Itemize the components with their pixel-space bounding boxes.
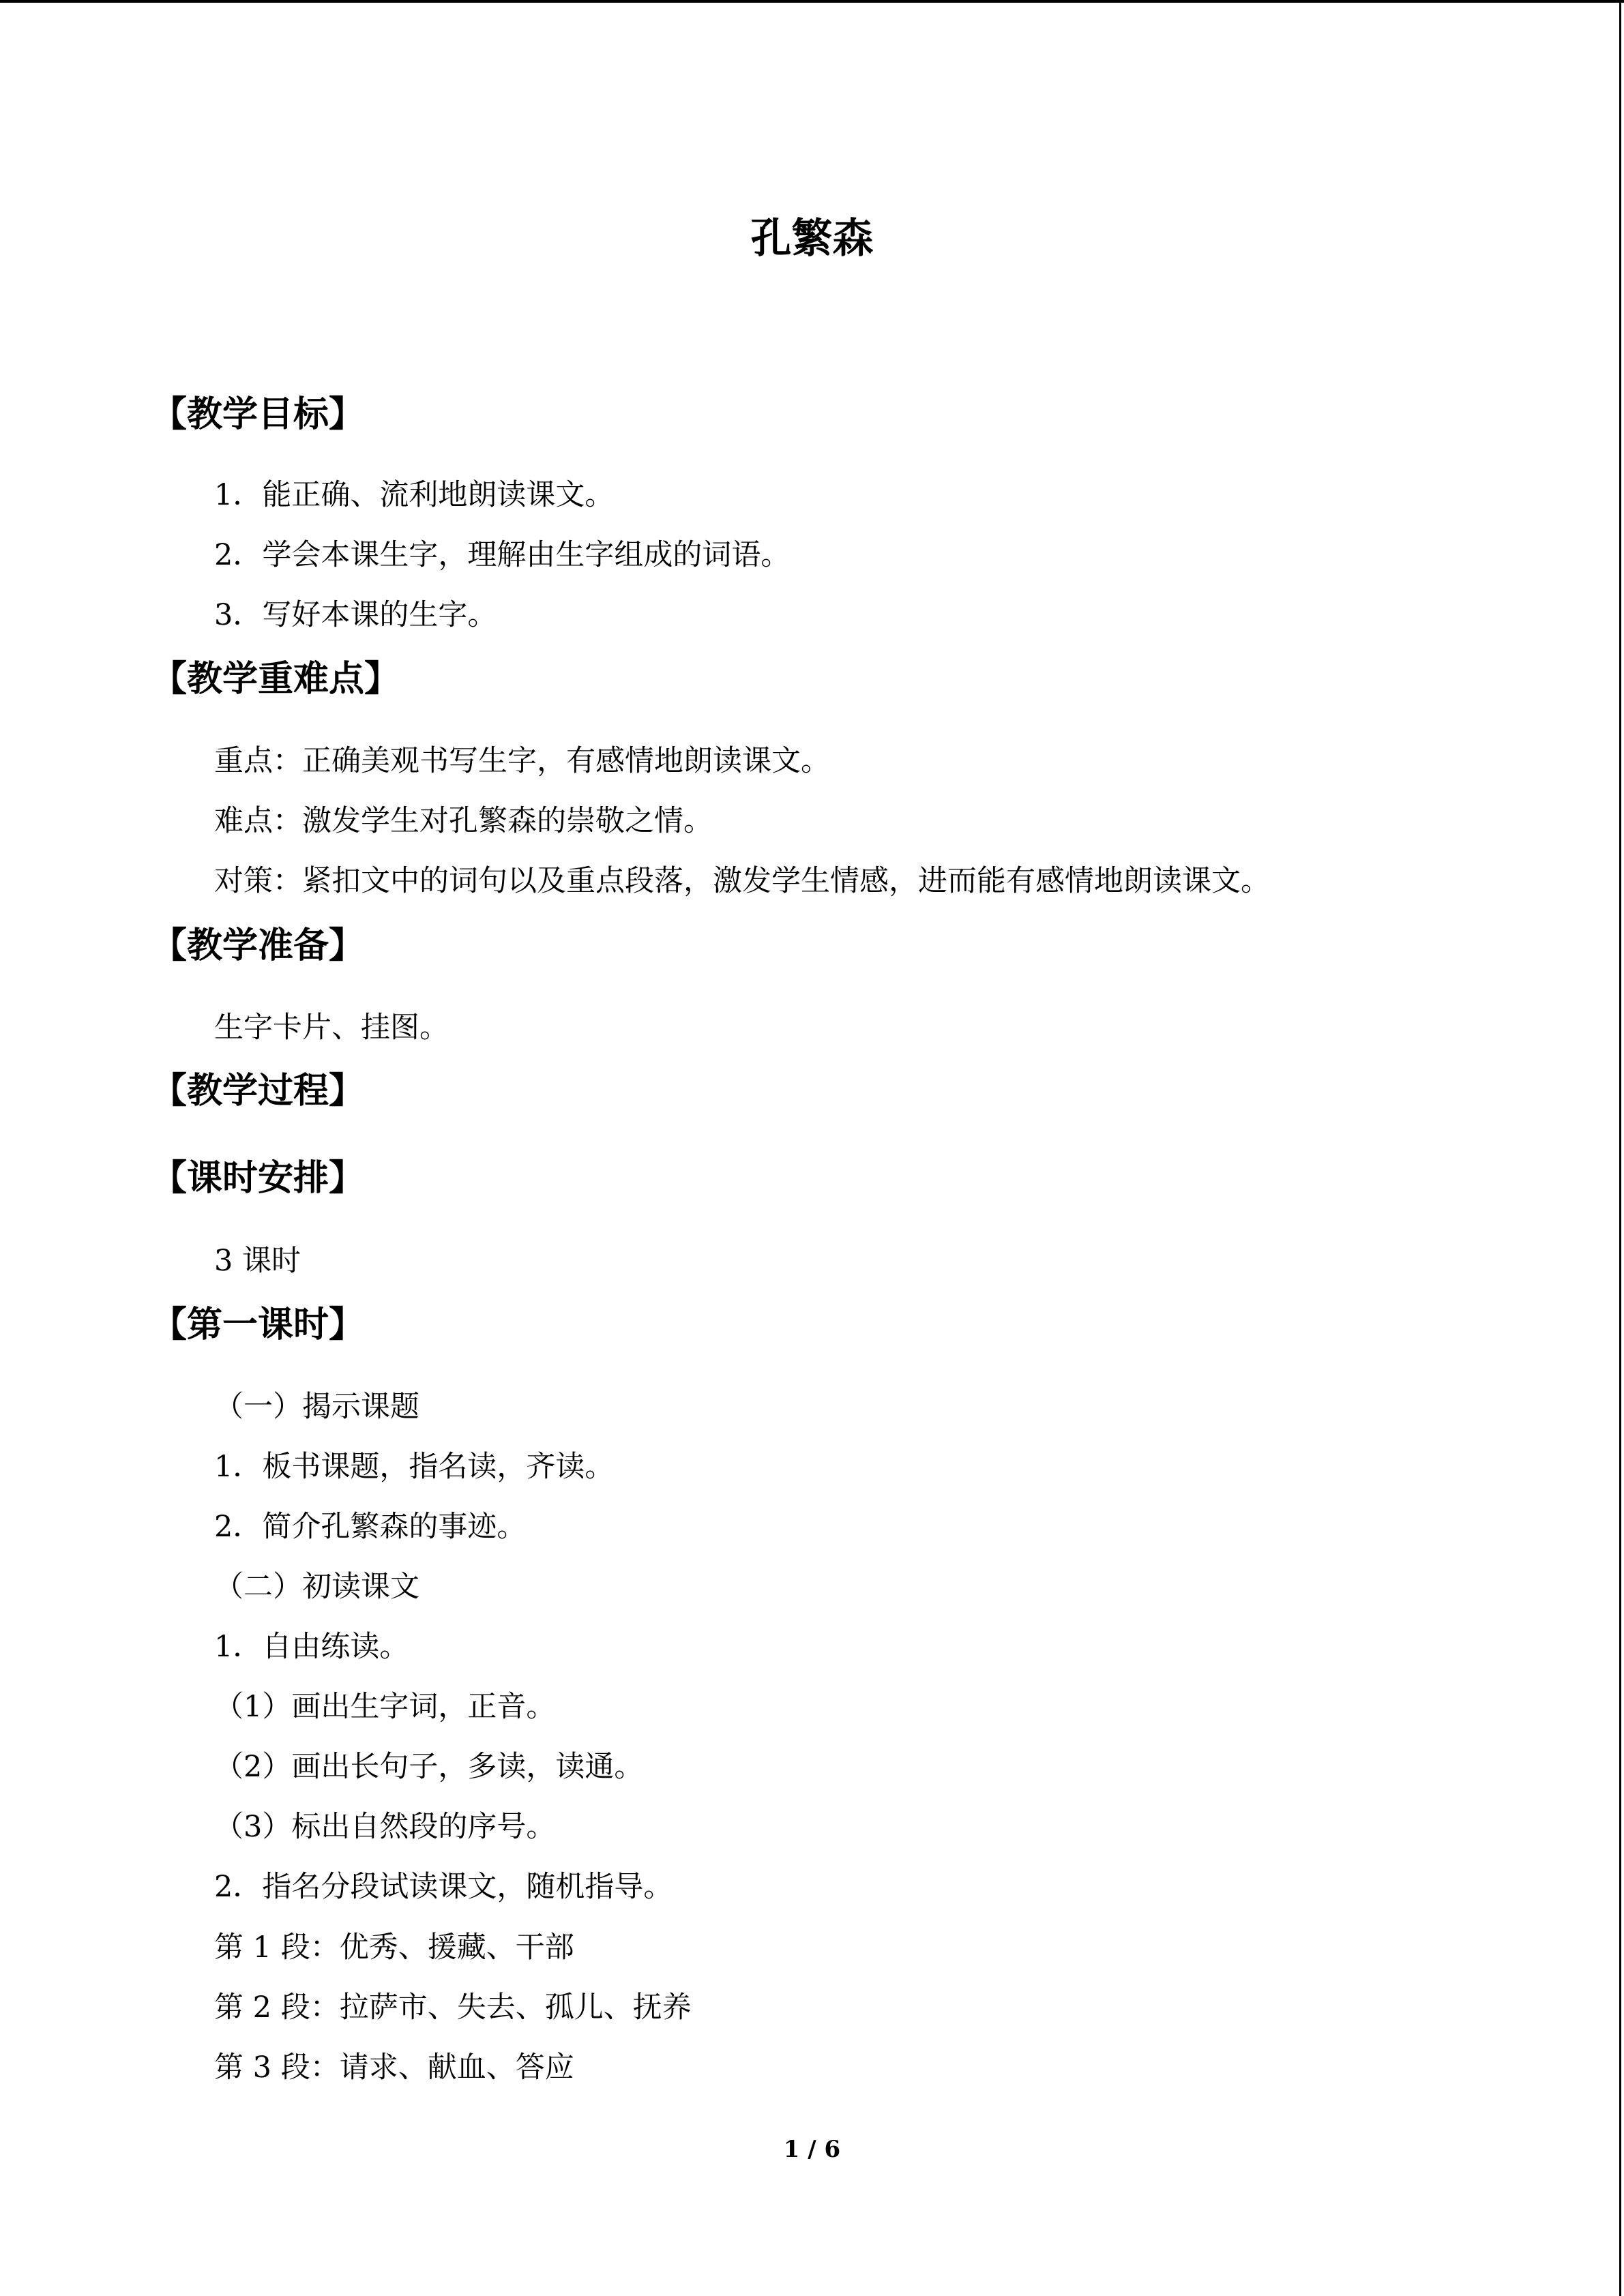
goal-item: 3．写好本课的生字。 bbox=[214, 598, 497, 632]
lesson1-item: （二）初读课文 bbox=[214, 1570, 419, 1604]
heading-preparation: 【教学准备】 bbox=[151, 925, 365, 966]
lesson1-item: 2．简介孔繁森的事迹。 bbox=[214, 1510, 527, 1544]
heading-lesson1: 【第一课时】 bbox=[151, 1304, 365, 1345]
heading-key-points: 【教学重难点】 bbox=[151, 659, 400, 700]
key-point-item: 对策：紧扣文中的词句以及重点段落，激发学生情感，进而能有感情地朗读课文。 bbox=[214, 864, 1270, 898]
page-number: 1 / 6 bbox=[783, 2136, 841, 2163]
lesson1-item: 2．指名分段试读课文，随机指导。 bbox=[214, 1870, 673, 1904]
lesson1-item: 1．板书课题，指名读，齐读。 bbox=[214, 1450, 615, 1484]
schedule-item: 3 课时 bbox=[214, 1244, 301, 1278]
lesson1-item: 第 2 段：拉萨市、失去、孤儿、抚养 bbox=[214, 1991, 692, 2025]
document-title: 孔繁森 bbox=[750, 215, 874, 263]
lesson1-item: （1）画出生字词，正音。 bbox=[214, 1690, 556, 1724]
lesson1-item: （一）揭示课题 bbox=[214, 1390, 419, 1424]
lesson1-item: 第 1 段：优秀、援藏、干部 bbox=[214, 1930, 574, 1965]
lesson1-item: （3）标出自然段的序号。 bbox=[214, 1810, 556, 1844]
preparation-item: 生字卡片、挂图。 bbox=[214, 1011, 449, 1045]
heading-process: 【教学过程】 bbox=[151, 1071, 365, 1112]
top-border bbox=[0, 0, 1624, 3]
goal-item: 2．学会本课生字，理解由生字组成的词语。 bbox=[214, 538, 791, 572]
heading-goals: 【教学目标】 bbox=[151, 394, 365, 435]
goal-item: 1．能正确、流利地朗读课文。 bbox=[214, 478, 615, 512]
key-point-item: 重点：正确美观书写生字，有感情地朗读课文。 bbox=[214, 744, 830, 778]
lesson1-item: （2）画出长句子，多读，读通。 bbox=[214, 1750, 644, 1784]
lesson1-item: 1．自由练读。 bbox=[214, 1630, 409, 1664]
key-point-item: 难点：激发学生对孔繁森的崇敬之情。 bbox=[214, 804, 713, 838]
heading-schedule: 【课时安排】 bbox=[151, 1158, 365, 1199]
lesson1-item: 第 3 段：请求、献血、答应 bbox=[214, 2051, 574, 2085]
right-border bbox=[1619, 0, 1621, 2296]
